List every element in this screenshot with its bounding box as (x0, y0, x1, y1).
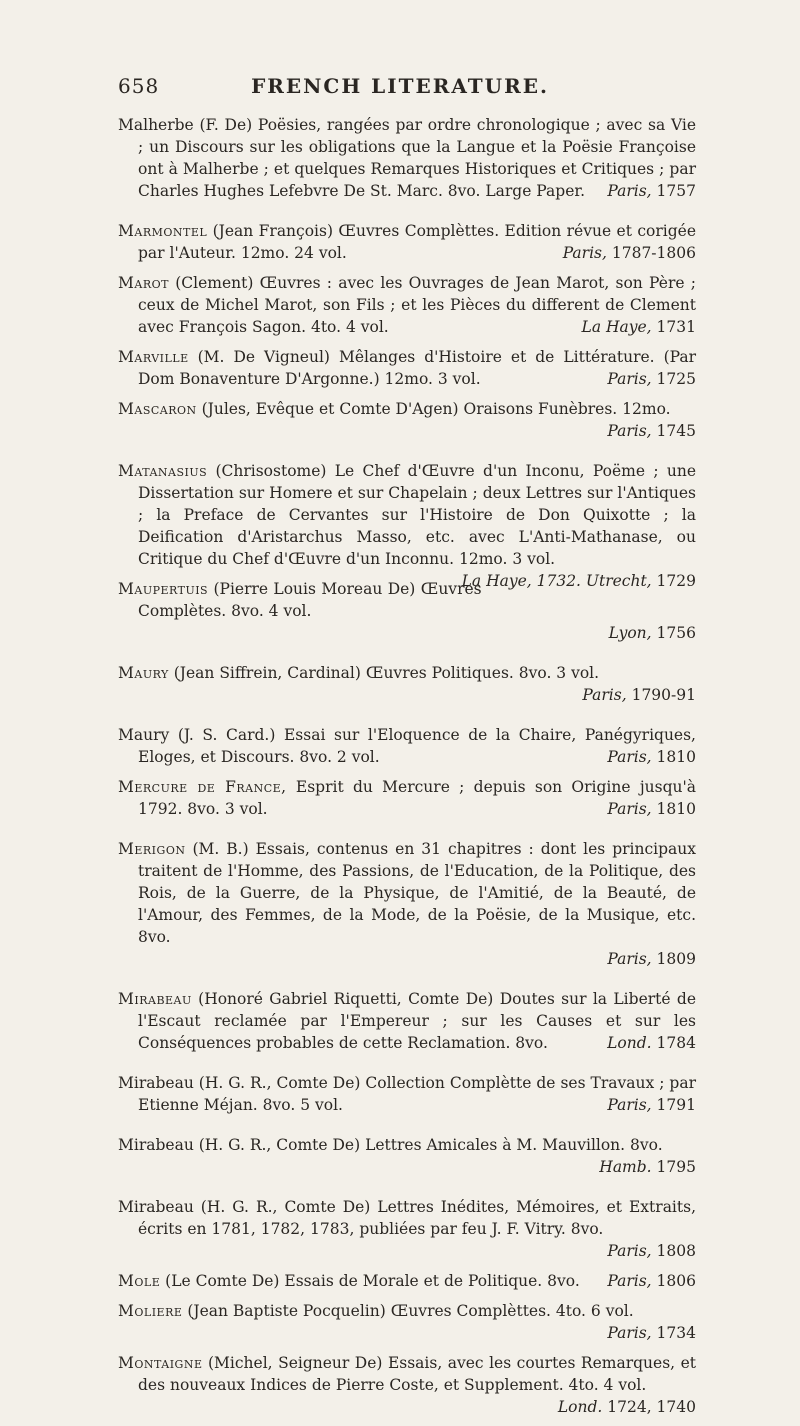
entry-place: Paris, (607, 1324, 652, 1342)
entry-year: 1787-1806 (611, 244, 696, 262)
entry-year: 1806 (656, 1272, 696, 1290)
entry-text: (Jean Siffrein, Cardinal) Œuvres Politiques. 8vo. 3 vol. (173, 664, 600, 682)
entry-place: Paris, (607, 800, 652, 818)
entry-place: Paris, (607, 370, 652, 388)
catalogue-entry (118, 220, 696, 264)
entry-text: (M. De Vigneul) Mêlanges d'Histoire et de Littérature. (Par Dom Bonaventure D'Argonne.) 12mo. 3 vol. (138, 348, 696, 388)
entry-text: Esprit du Mercure ; depuis son Origine jusqu'à 1792. 8vo. 3 vol. (138, 778, 696, 818)
entry-place: La Haye, (581, 318, 652, 336)
page-header (0, 74, 800, 104)
entry-year: 1810 (656, 748, 696, 766)
entry-author: Marville (118, 348, 189, 366)
page-number: 658 (118, 74, 160, 98)
catalogue-entry (118, 114, 696, 202)
entry-year: 1725 (656, 370, 696, 388)
entry-text: Mirabeau (H. G. R., Comte De) Collection Complètte de ses Travaux ; par Etienne Méjan. 8vo. 5 vol. (118, 1074, 696, 1114)
entry-year: 1745 (656, 422, 696, 440)
entry-year: 1757 (656, 182, 696, 200)
entry-year: 1724, 1740 (607, 1398, 696, 1416)
entry-text: (M. B.) Essais, contenus en 31 chapitres : dont les principaux traitent de l'Homme, des Passions, de l'Education, de la Politique, des Rois, de la Guerre, de la Physique, de l'Amitié, de la Beauté, de l'Amour, des Femmes, de la Mode, de la Poësie, de la Musique, etc. 8vo. (138, 840, 696, 946)
entry-author: Marot (118, 274, 169, 292)
catalogue-entries (118, 114, 696, 1426)
entry-author: Matanasius (118, 462, 208, 480)
entry-year: 1734 (656, 1324, 696, 1342)
entry-author: Moliere (118, 1302, 183, 1320)
entry-place: Paris, (562, 244, 607, 262)
entry-text: (Jean François) Œuvres Complèttes. Edition révue et corigée par l'Auteur. 12mo. 24 vol. (138, 222, 696, 262)
entry-place: Paris, (607, 1242, 652, 1260)
entry-text: (Michel, Seigneur De) Essais, avec les courtes Remarques, et des nouveaux Indices de Pierre Coste, et Supplement. 4to. 4 vol. (138, 1354, 696, 1394)
catalogue-entry (118, 272, 696, 338)
running-title: FRENCH LITERATURE. (251, 74, 549, 98)
catalogue-entry (118, 662, 696, 706)
entry-text: (Pierre Louis Moreau De) Œuvres Complètes. 8vo. 4 vol. (138, 580, 482, 620)
entry-author: Maury (118, 664, 169, 682)
entry-author: Maupertuis (118, 580, 209, 598)
entry-author: Mascaron (118, 400, 197, 418)
entry-text: (Le Comte De) Essais de Morale et de Politique. 8vo. (165, 1272, 580, 1290)
catalogue-entry (118, 838, 696, 970)
catalogue-entry (118, 988, 696, 1054)
catalogue-entry (118, 724, 696, 768)
catalogue-entry (118, 1072, 696, 1116)
entry-year: 1809 (656, 950, 696, 968)
catalogue-entry (118, 1134, 696, 1178)
entry-place: Paris, (607, 422, 652, 440)
entry-place: Lond. (557, 1398, 603, 1416)
entry-author: Mirabeau (118, 990, 192, 1008)
entry-place: Paris, (607, 1096, 652, 1114)
entry-text: (Chrisostome) Le Chef d'Œuvre d'un Inconu, Poëme ; une Dissertation sur Homere et sur Chapelain ; deux Lettres sur l'Antiques ; la Preface de Cervantes sur l'Histoire de Don Quixotte ; la Deification d'Aristarchus Masso, etc. avec L'Anti-Mathanase, ou Critique du Chef d'Œuvre d'un Inconnu. 12mo. 3 vol. (138, 462, 696, 568)
entry-year: 1808 (656, 1242, 696, 1260)
catalogue-entry (118, 398, 696, 442)
entry-text: Mirabeau (H. G. R., Comte De) Lettres Inédites, Mémoires, et Extraits, écrits en 1781, 1782, 1783, publiées par feu J. F. Vitry. 8vo. (118, 1198, 696, 1238)
entry-place: Paris, (582, 686, 627, 704)
catalogue-entry (118, 1352, 696, 1418)
entry-place: Paris, (607, 182, 652, 200)
entry-place: La Haye, 1732. Utrecht, (461, 572, 652, 590)
entry-text: (Jean Baptiste Pocquelin) Œuvres Complèttes. 4to. 6 vol. (187, 1302, 634, 1320)
entry-text: Malherbe (F. De) Poësies, rangées par ordre chronologique ; avec sa Vie ; un Discours sur les obligations que la Langue et la Poësie Françoise ont à Malherbe ; et quelques Remarques Historiques et Critiques ; par Charles Hughes Lefebvre De St. Marc. 8vo. Large Paper. (118, 116, 696, 200)
entry-year: 1791 (656, 1096, 696, 1114)
entry-author: Mercure de France, (118, 778, 287, 796)
entry-year: 1756 (656, 624, 696, 642)
catalogue-entry (118, 1270, 696, 1292)
catalogue-entry (118, 346, 696, 390)
entry-text: Maury (J. S. Card.) Essai sur l'Eloquence de la Chaire, Panégyriques, Eloges, et Discours. 8vo. 2 vol. (118, 726, 696, 766)
entry-author: Mole (118, 1272, 161, 1290)
entry-text: Mirabeau (H. G. R., Comte De) Lettres Amicales à M. Mauvillon. 8vo. (118, 1136, 663, 1154)
entry-author: Marmontel (118, 222, 208, 240)
entry-text: (Clement) Œuvres : avec les Ouvrages de Jean Marot, son Père ; ceux de Michel Marot, son Fils ; et les Pièces du different de Clement avec François Sagon. 4to. 4 vol. (138, 274, 696, 336)
entry-author: Merigon (118, 840, 186, 858)
entry-year: 1790-91 (631, 686, 696, 704)
entry-year: 1810 (656, 800, 696, 818)
entry-place: Paris, (607, 748, 652, 766)
entry-place: Lond. (607, 1034, 652, 1052)
entry-text: (Honoré Gabriel Riquetti, Comte De) Doutes sur la Liberté de l'Escaut reclamée par l'Empereur ; sur les Causes et sur les Conséquences probables de cette Reclamation. 8vo. (138, 990, 696, 1052)
entry-author: Montaigne (118, 1354, 203, 1372)
entry-text: (Jules, Evêque et Comte D'Agen) Oraisons Funèbres. 12mo. (201, 400, 671, 418)
catalogue-entry (118, 1300, 696, 1344)
entry-place: Hamb. (599, 1158, 652, 1176)
catalogue-entry (118, 1196, 696, 1262)
entry-year: 1795 (656, 1158, 696, 1176)
entry-place: Paris, (607, 950, 652, 968)
entry-year: 1784 (656, 1034, 696, 1052)
catalogue-entry (118, 776, 696, 820)
entry-year: 1729 (656, 572, 696, 590)
entry-year: 1731 (656, 318, 696, 336)
entry-place: Paris, (607, 1272, 652, 1290)
entry-place: Lyon, (608, 624, 652, 642)
